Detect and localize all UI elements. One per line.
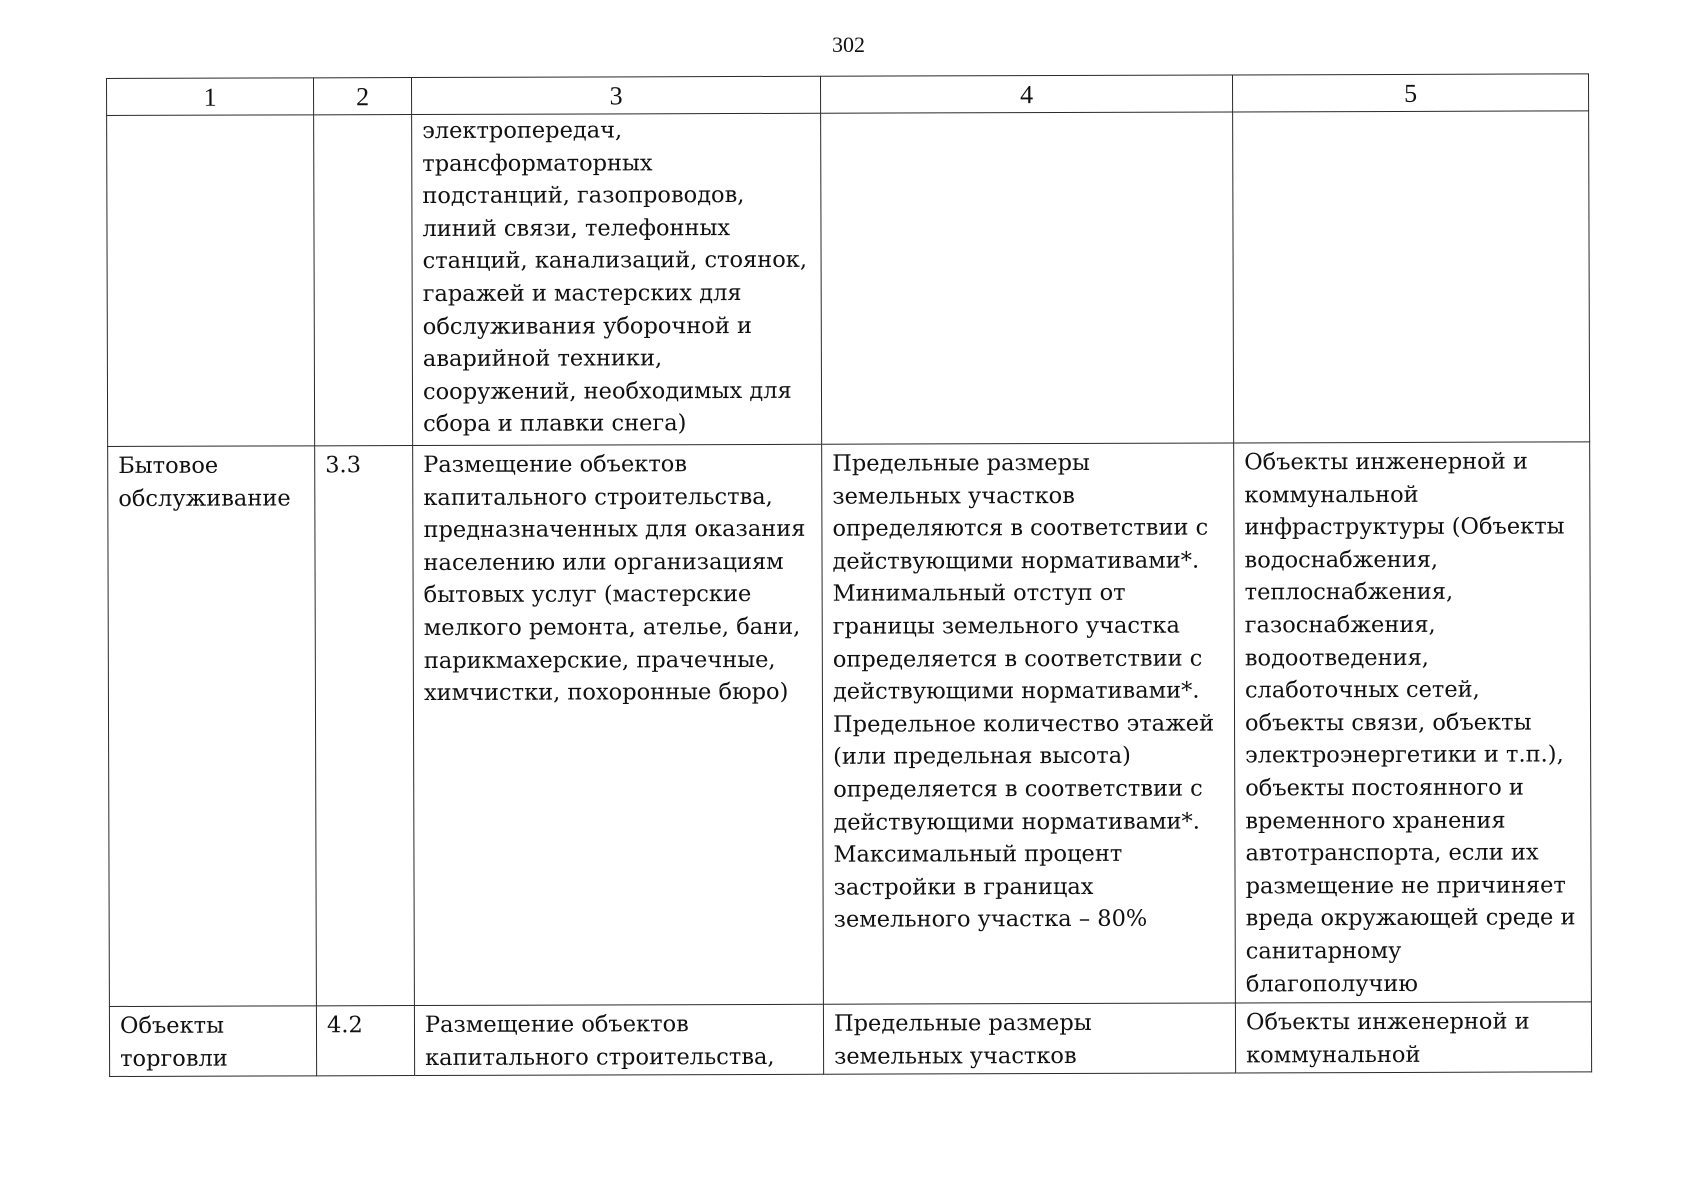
use-description-cell: Размещение объектов капитального строительства,	[414, 1004, 823, 1075]
use-description-cell: электропередач, трансформаторных подстанций, газопроводов, линий связи, телефонных станций, канализаций, стоянок, гаражей и мастерских для обслуживания уборочной и аварийной техники, сооружений, необходимых для сбора и плавки снега)	[412, 113, 822, 445]
header-cell-5: 5	[1232, 74, 1588, 112]
table-header-row	[107, 74, 1589, 116]
use-name-cell	[107, 115, 315, 447]
header-cell-2: 2	[314, 78, 412, 115]
use-description-cell: Размещение объектов капитального строительства, предназначенных для оказания населению или организациям бытовых услуг (мастерские мелкого ремонта, ателье, бани, парикмахерские, прачечные, химчистки, похоронные бюро)	[413, 444, 824, 1005]
parameters-cell: Предельные размеры земельных участков	[823, 1003, 1235, 1074]
parameters-cell: Предельные размеры земельных участков определяются в соответствии с действующими нормативами*. Минимальный отступ от границы земельного участка определяется в соответствии с действующими нормативами*. Предельное количество этажей (или предельная высота) определяется в соответствии с действующими нормативами*. Максимальный процент застройки в границах земельного участка – 80%	[822, 443, 1236, 1004]
use-code-cell: 4.2	[316, 1006, 414, 1076]
auxiliary-uses-cell: Объекты инженерной и коммунальной	[1235, 1002, 1591, 1073]
use-code-cell	[314, 115, 413, 446]
use-name-cell: Бытовое обслуживание	[108, 446, 317, 1007]
page-number: 302	[832, 32, 865, 57]
parameters-cell	[821, 112, 1234, 444]
table-row	[107, 111, 1590, 447]
auxiliary-uses-cell: Объекты инженерной и коммунальной инфраструктуры (Объекты водоснабжения, теплоснабжения, газоснабжения, водоотведения, слаботочных сетей, объекты связи, объекты электроэнергетики и т.п.), объекты постоянного и временного хранения автотранспорта, если их размещение не причиняет вреда окружающей среде и санитарному благополучию	[1234, 442, 1592, 1003]
table-row	[109, 1002, 1591, 1077]
zoning-table	[106, 73, 1592, 1077]
header-cell-1: 1	[107, 78, 314, 116]
use-code-cell: 3.3	[315, 446, 415, 1006]
table-row	[108, 442, 1592, 1007]
header-cell-4: 4	[820, 75, 1232, 113]
header-cell-3: 3	[412, 76, 821, 114]
auxiliary-uses-cell	[1233, 111, 1590, 443]
use-name-cell: Объекты торговли	[109, 1006, 316, 1077]
